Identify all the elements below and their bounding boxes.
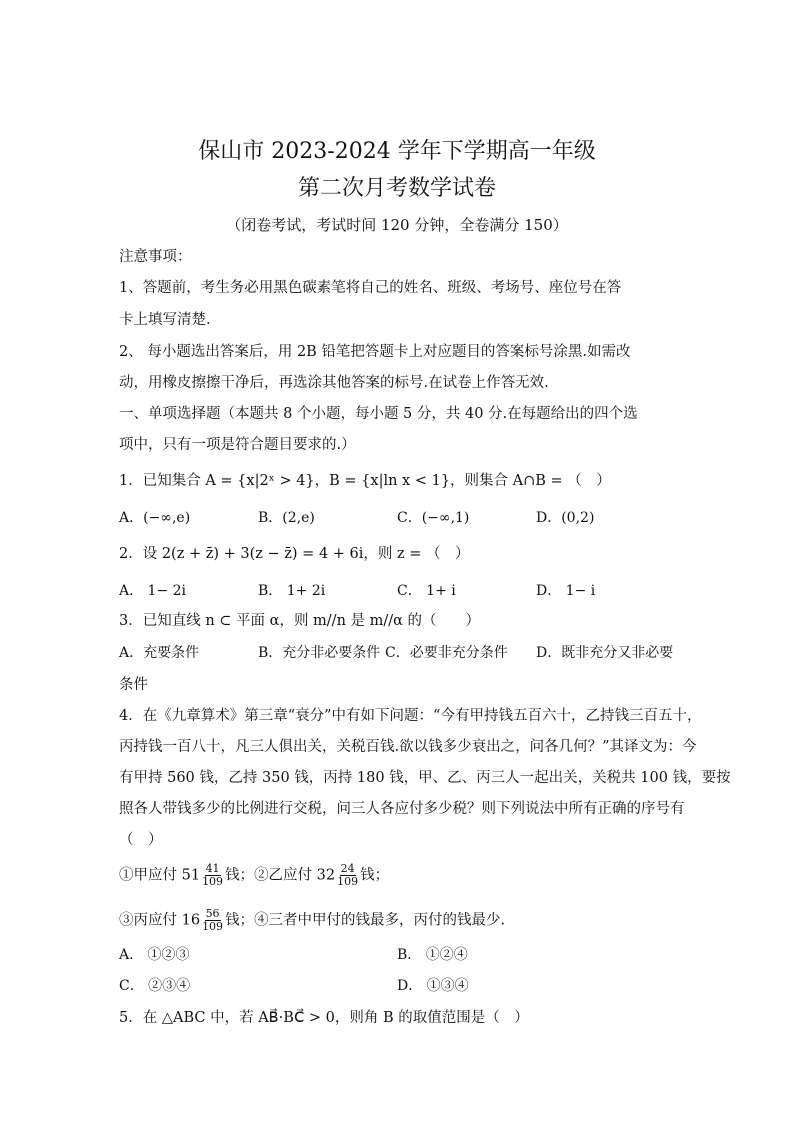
notes-item2-line2: 动，用橡皮擦擦干净后，再选涂其他答案的标号.在试卷上作答无效. [119,375,549,391]
q4-statement1-fraction [201,863,224,888]
q3-option-d: D．既非充分又非必要 [536,645,674,661]
section1-line2: 项中，只有一项是符合题目要求的.） [119,437,356,453]
q3-option-a: A．充要条件 [119,645,200,661]
q1-stem: 1．已知集合 A = {x|2ˣ > 4}，B = {x|ln x < 1}，则集合 A∩B = （ ） [119,473,611,489]
notes-heading: 注意事项： [119,249,192,265]
q4-statement1-unit: 钱； [225,867,255,884]
q4-statement1-text: ①甲应付 51 [119,867,201,884]
q1-option-d: D．(0,2) [536,510,595,526]
notes-item1-line2: 卡上填写清楚. [119,312,211,328]
q3-option-b: B．充分非必要条件 [258,645,381,661]
exam-title-line2: 第二次月考数学试卷 [297,176,496,201]
q3-stem: 3．已知直线 n ⊂ 平面 α，则 m//n 是 m//α 的（ ） [119,613,481,629]
q4-statement3-text: ③丙应付 16 [119,912,201,929]
q4-statement2-text: ②乙应付 32 [254,867,336,884]
q4-statements-row1 [119,863,389,888]
q4-line4: 照各人带钱多少的比例进行交税，问三人各应付多少税？则下列说法中所有正确的序号有 [119,801,685,817]
q1-option-a: A．(−∞,e) [119,510,191,526]
q4-option-c: C． ②③④ [119,978,191,994]
notes-item1-line1: 1、答题前，考生务必用黑色碳素笔将自己的姓名、班级、考场号、座位号在答 [119,280,622,296]
q4-statement3-fraction [201,908,224,933]
q4-statement2-denominator: 109 [337,875,359,888]
q2-option-a: A． 1− 2i [119,583,187,599]
exam-title-line1: 保山市 2023-2024 学年下学期高一年级 [198,139,596,164]
q4-statement3-denominator: 109 [202,920,224,933]
q4-statement2-numerator: 24 [340,862,355,875]
q4-line2: 丙持钱一百八十，凡三人俱出关，关税百钱.欲以钱多少衰出之，问各几何？”其译文为：今 [119,739,697,755]
q4-option-b: B． ①②④ [397,947,468,963]
exam-subtitle: （闭卷考试，考试时间 120 分钟，全卷满分 150） [226,216,568,234]
q4-statement1-numerator: 41 [205,862,220,875]
section1-line1: 一、单项选择题（本题共 8 个小题，每小题 5 分，共 40 分.在每题给出的四个选 [119,406,638,422]
q4-statement3-unit: 钱； [225,912,255,929]
q2-option-c: C． 1+ i [397,583,456,599]
q4-line5: （ ） [119,832,163,848]
q4-statement3-numerator: 56 [205,907,220,920]
q2-stem: 2．设 2(z + z̄) + 3(z − z̄) = 4 + 6i，则 z = （ ） [119,546,470,562]
q4-option-d: D． ①③④ [397,978,469,994]
q3-option-d-wrap: 条件 [119,677,148,693]
q2-option-b: B． 1+ 2i [258,583,326,599]
q4-line3: 有甲持 560 钱，乙持 350 钱，丙持 180 钱，甲、乙、丙三人一起出关，关税共 100 钱，要按 [119,770,731,786]
q4-statement2-unit: 钱； [360,867,390,884]
q4-statement1-denominator: 109 [202,875,224,888]
q4-statement4-text: ④三者中甲付的钱最多，丙付的钱最少. [254,912,506,929]
q4-option-a: A． ①②③ [119,947,190,963]
q5-stem: 5．在 △ABC 中，若 AB⃗·BC⃗ > 0，则角 B 的取值范围是（ ） [119,1010,529,1026]
q4-statements-row2 [119,908,505,933]
q1-option-c: C．(−∞,1) [397,510,470,526]
q2-option-d: D． 1− i [536,583,596,599]
notes-item2-line1: 2、 每小题选出答案后，用 2B 铅笔把答题卡上对应题目的答案标号涂黑.如需改 [119,344,631,360]
q3-option-c: C．必要非充分条件 [385,645,508,661]
q1-option-b: B．(2,e) [258,510,315,526]
q4-statement2-fraction [336,863,359,888]
q4-line1: 4．在《九章算术》第三章“衰分”中有如下问题：“今有甲持钱五百六十，乙持钱三百五十， [119,708,702,724]
